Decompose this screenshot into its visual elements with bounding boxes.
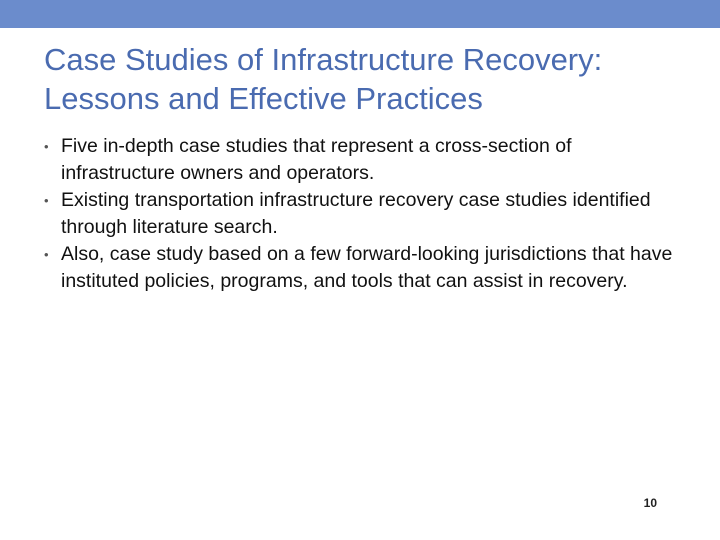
page-number: 10 [643, 496, 657, 510]
slide-title [44, 40, 684, 118]
slide-title-line-2: Lessons and Effective Practices [44, 81, 483, 116]
bullet-marker-icon: • [44, 139, 49, 154]
bullet-item-3 [44, 241, 684, 295]
bullet-marker-icon: • [44, 193, 49, 208]
bullet-list [44, 133, 684, 295]
bullet-item-1 [44, 133, 684, 187]
bullet-text-1: Five in-depth case studies that represent a cross-section of infrastructure owners and operators. [61, 135, 572, 184]
bullet-text-3: Also, case study based on a few forward-looking jurisdictions that have instituted policies, programs, and tools that can assist in recovery. [61, 243, 673, 292]
bullet-text-2: Existing transportation infrastructure recovery case studies identified through literature search. [61, 189, 651, 238]
top-accent-bar [0, 0, 720, 28]
slide-title-line-1: Case Studies of Infrastructure Recovery: [44, 42, 603, 77]
bullet-marker-icon: • [44, 247, 49, 262]
bullet-item-2 [44, 187, 684, 241]
